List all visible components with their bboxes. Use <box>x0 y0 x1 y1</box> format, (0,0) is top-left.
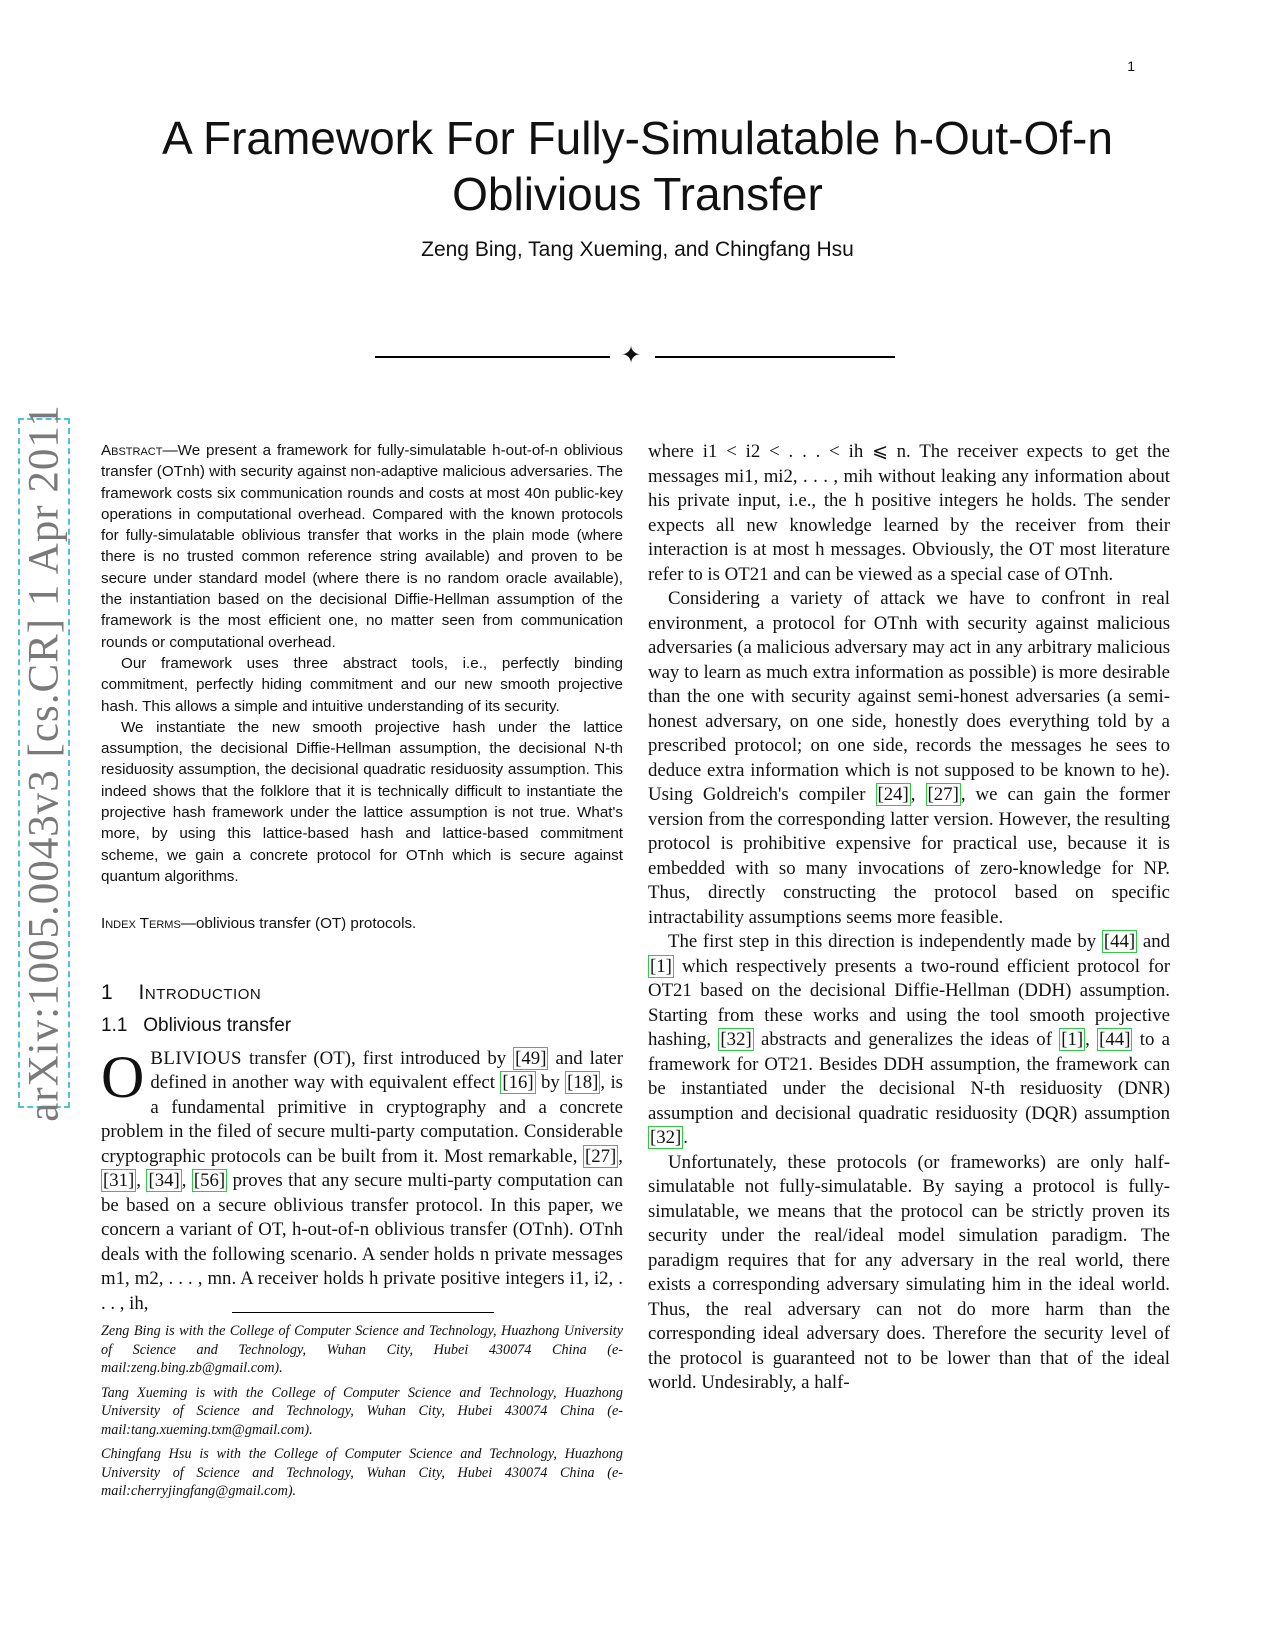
abstract-paragraph-1 <box>101 440 623 653</box>
citation-link[interactable]: [18] <box>567 1072 599 1094</box>
footnote-2: Tang Xueming is with the College of Computer Science and Technology, Huazhong University of Science and Technology, Wuhan City, Hubei 430074 China (e-mail:tang.xueming.txm@gmail.com). <box>101 1384 623 1438</box>
citation-link[interactable]: [32] <box>720 1029 752 1050</box>
subsection-title: Oblivious transfer <box>143 1014 292 1036</box>
right-p3-text-e: to a framework for OT21. Besides DDH assumption, the framework can be instantiated under the decisional N-th residuosity (DNR) assumption and decisional quadratic residuosity (DQR) assumption <box>648 1029 1170 1124</box>
citation-link[interactable]: [27] <box>927 784 959 805</box>
subsection-heading <box>101 1015 623 1037</box>
subsection-number: 1.1 <box>101 1014 128 1036</box>
right-p3-text-b: and <box>1137 931 1170 952</box>
footnote-rule <box>232 1312 494 1313</box>
intro-text-c: by <box>535 1072 566 1094</box>
separator-rule-left <box>375 356 610 358</box>
right-p3-text-a: The first step in this direction is independently made by <box>668 931 1102 952</box>
section-number: 1 <box>101 980 114 1004</box>
right-p3-text-f: . <box>683 1127 688 1148</box>
title-line-1: A Framework For Fully-Simulatable h-Out-Of-n <box>162 112 1113 164</box>
citation-link[interactable]: [24] <box>877 784 909 805</box>
citation-link[interactable]: [1] <box>650 955 672 977</box>
page-number: 1 <box>1127 58 1135 74</box>
section-title: Introduction <box>138 980 262 1004</box>
abstract-paragraph-2: Our framework uses three abstract tools, i.e., perfectly binding commitment, perfectly hiding commitment and our new smooth projective hash. This allows a simple and intuitive understanding of its security. <box>101 654 623 715</box>
right-paragraph-4: Unfortunately, these protocols (or frameworks) are only half-simulatable not fully-simulatable. By saying a protocol is fully-simulatable, we means that the protocol can be strictly proven its security under the real/ideal model simulation paradigm. The paradigm requires that for any adversary in the real world, there exists a corresponding adversary simulating him in the ideal world. Thus, the real adversary can not do more harm than the corresponding ideal adversary does. Therefore the security level of the protocol is guaranteed not to be lower than that of the ideal world. Undesirably, a half- <box>648 1151 1170 1393</box>
arxiv-identifier-stamp <box>18 404 70 1122</box>
section-heading <box>101 981 623 1005</box>
footnote-1: Zeng Bing is with the College of Computer Science and Technology, Huazhong University of Science and Technology, Wuhan City, Hubei 430074 China (e-mail:zeng.bing.zb@gmail.com). <box>101 1323 623 1376</box>
arxiv-identifier-text: arXiv:1005.0043v3 [cs.CR] 1 Apr 2011 <box>20 404 68 1122</box>
citation-link[interactable]: [44] <box>1103 931 1136 952</box>
index-terms <box>101 913 623 934</box>
author-list: Zeng Bing, Tang Xueming, and Chingfang Hsu <box>421 238 854 261</box>
citation-link[interactable]: [32] <box>650 1127 682 1148</box>
abstract-paragraph-3: We instantiate the new smooth projective hash under the lattice assumption, the decisional Diffie-Hellman assumption, the decisional N-th residuosity assumption, the decisional quadratic residuosity assumption. This indeed shows that the folklore that it is technically difficult to instantiate the projective hash framework under the lattice assumption is not true. What's more, by using this lattice-based hash and lattice-based commitment scheme, we gain a concrete protocol for OTnh which is secure against quantum algorithms. <box>101 718 623 885</box>
diamond-ornament-icon: ✦ <box>621 343 642 369</box>
abstract-label: Abstract <box>101 442 163 459</box>
citation-link[interactable]: [56] <box>193 1170 226 1192</box>
right-paragraph-1: where i1 < i2 < . . . < ih ⩽ n. The receiver expects to get the messages mi1, mi2, . . . , mih without leaking any information about his private input, i.e., the h positive integers he holds. The sender expects all new knowledge learned by the receiver from their interaction is at most h messages. Obviously, the OT most literature refer to is OT21 and can be viewed as a special case of OTnh. <box>648 441 1170 585</box>
footnotes <box>101 1322 623 1507</box>
dropcap-continuation: BLIVIOUS <box>150 1047 242 1069</box>
dropcap-letter: O <box>101 1043 145 1110</box>
abstract-text-1: —We present a framework for fully-simulatable h-out-of-n oblivious transfer (OTnh) with security against non-adaptive malicious adversaries. The framework costs six communication rounds and costs at most 40n public-key operations in computational overhead. Compared with the known protocols for fully-simulatable oblivious transfer that works in the plain mode (where there is no trusted common reference string available) and proven to be secure under standard model (where there is no random oracle available), the instantiation based on the decisional Diffie-Hellman assumption of the framework is the most efficient one, no matter seen from communication rounds or computational overhead. <box>101 442 623 651</box>
citation-link[interactable]: [16] <box>502 1072 534 1094</box>
right-paragraph-2: Considering a variety of attack we have to confront in real environment, a protocol for OTnh with security against malicious adversaries (a malicious adversary may act in any arbitrary malicious way to learn as much extra information as possible) is more desirable than the one with security against semi-honest adversaries (a semi-honest adversary, on one side, honestly does everything told by a prescribed protocol; on one side, records the messages he sees to deduce extra information which is not supposed to be known to he). Using Goldreich's compiler [24] , [27] , we can gain the former version from the corresponding latter version. However, the resulting protocol is prohibitive expensive for practical use, because it is embedded with so many invocations of zero-knowledge for NP. Thus, directly constructing the protocol based on specific intractability assumptions seems more feasible. <box>648 588 1171 928</box>
footnote-3: Chingfang Hsu is with the College of Computer Science and Technology, Huazhong University of Science and Technology, Wuhan City, Hubei 430074 China (e-mail:cherryjingfang@gmail.com). <box>101 1446 623 1499</box>
right-p2-text-b: , we can gain the former version from the corresponding latter version. However, the resulting protocol is prohibitive expensive for practical use, because it is embedded with so many invocations of zero-knowledge for NP. Thus, directly constructing the protocol based on specific intractability assumptions seems more feasible. <box>648 784 1171 928</box>
intro-text-d: , is a fundamental primitive in cryptography and a concrete problem in the filed of secure multi-party computation. Considerable cryptographic protocols can be built from it. Most remarkable, <box>101 1072 623 1167</box>
intro-paragraph-1: OBLIVIOUS transfer (OT), first introduced by [49] and later defined in another way with equivalent effect [16] by [18] , is a fundamental primitive in cryptography and a concrete problem in the filed of secure multi-party computation. Considerable cryptographic protocols can be built from it. Most remarkable, [27] , [31] , [34] , [56] proves that any secure multi-party computation can be based on a secure oblivious transfer protocol. In this paper, we concern a variant of OT, h-out-of-n oblivious transfer (OTnh). OTnh deals with the following scenario. A sender holds n private messages m1, m2, . . . , mn. A receiver holds h private positive integers i1, i2, . . . , ih, <box>101 1043 624 1314</box>
separator-rule-right <box>655 356 895 358</box>
paper-title <box>0 110 1275 222</box>
title-line-2: Oblivious Transfer <box>452 168 823 220</box>
citation-link[interactable]: [27] <box>585 1145 617 1167</box>
left-column <box>101 440 623 1316</box>
citation-link[interactable]: [31] <box>103 1170 135 1192</box>
citation-link[interactable]: [34] <box>148 1170 180 1192</box>
right-p3-text-d: abstracts and generalizes the ideas of <box>753 1029 1060 1050</box>
right-paragraph-3: The first step in this direction is independently made by [44] and [1] which respectively presents a two-round efficient protocol for OT21 based on the decisional Diffie-Hellman (DDH) assumption. Starting from these works and using the tool smooth projective hashing, [32] abstracts and generalizes the ideas of [1] , [44] to a framework for OT21. Besides DDH assumption, the framework can be instantiated under the decisional N-th residuosity (DNR) assumption and decisional quadratic residuosity (DQR) assumption [32] . <box>648 931 1170 1148</box>
right-p2-text-a: Considering a variety of attack we have to confront in real environment, a protocol for OTnh with security against malicious adversaries (a malicious adversary may act in any arbitrary malicious way to learn as much extra information as possible) is more desirable than the one with security against semi-honest adversaries (a semi-honest adversary, on one side, honestly does everything told by a prescribed protocol; on one side, records the messages he sees to deduce extra information which is not supposed to be known to he). Using Goldreich's compiler <box>648 588 1170 805</box>
citation-link[interactable]: [44] <box>1099 1029 1131 1050</box>
citation-link[interactable]: [1] <box>1061 1029 1084 1050</box>
index-terms-text: —oblivious transfer (OT) protocols. <box>180 915 417 933</box>
intro-text-b: and later defined in another way with equivalent effect <box>150 1047 623 1094</box>
intro-text-a: transfer (OT), first introduced by <box>242 1047 514 1069</box>
citation-link[interactable]: [49] <box>515 1047 547 1069</box>
right-column <box>648 440 1170 1396</box>
intro-text-e: proves that any secure multi-party computation can be based on a secure oblivious transfer protocol. In this paper, we concern a variant of OT, h-out-of-n oblivious transfer (OTnh). OTnh deals with the following scenario. A sender holds n private messages m1, m2, . . . , mn. A receiver holds h private positive integers i1, i2, . . . , ih, <box>101 1170 624 1314</box>
right-p3-text-c: which respectively presents a two-round efficient protocol for OT21 based on the decisional Diffie-Hellman (DDH) assumption. Starting from these works and using the tool smooth projective hashing, <box>648 955 1170 1050</box>
index-terms-label: Index Terms <box>101 915 181 933</box>
